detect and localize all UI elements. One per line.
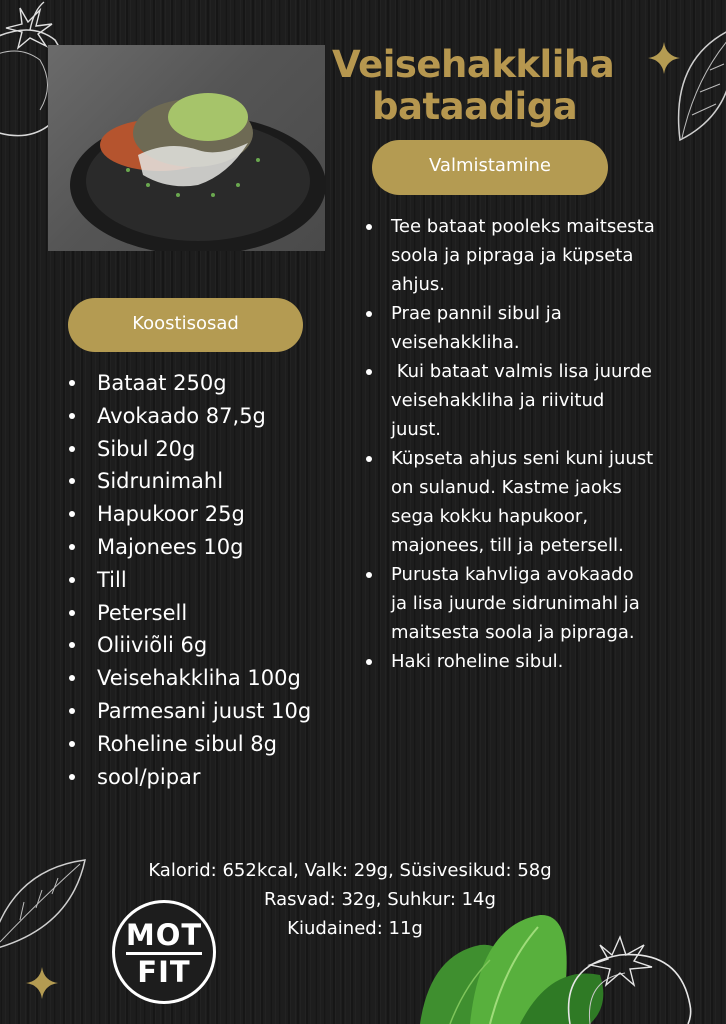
- ingredient-item: Parmesani juust 10g: [68, 695, 358, 728]
- ingredient-item: Oliiviõli 6g: [68, 629, 358, 662]
- ingredient-item: Roheline sibul 8g: [68, 728, 358, 761]
- preparation-step: Tee bataat pooleks maitsesta soola ja pipraga ja küpseta ahjus.: [365, 212, 655, 299]
- ingredients-heading: Koostisosad: [68, 298, 303, 352]
- ingredient-item: Majonees 10g: [68, 531, 358, 564]
- ingredient-item: Till: [68, 564, 358, 597]
- preparation-step: Kui bataat valmis lisa juurde veisehakkliha ja riivitud juust.: [365, 357, 655, 444]
- logo-text-bottom: FIT: [137, 955, 191, 989]
- ingredient-item: Sibul 20g: [68, 433, 358, 466]
- ingredient-item: sool/pipar: [68, 761, 358, 794]
- motfit-logo: [112, 900, 216, 1004]
- ingredient-item: Bataat 250g: [68, 367, 358, 400]
- preparation-step: Purusta kahvliga avokaado ja lisa juurde sidrunimahl ja maitsesta soola ja pipraga.: [365, 560, 655, 647]
- logo-text-top: MOT: [125, 918, 203, 952]
- preparation-step: Haki roheline sibul.: [365, 647, 655, 676]
- ingredient-item: Sidrunimahl: [68, 465, 358, 498]
- preparation-step: Prae pannil sibul ja veisehakkliha.: [365, 299, 655, 357]
- nutrition-line-3: Kiudained: 11g: [287, 918, 423, 939]
- nutrition-line-2: Rasvad: 32g, Suhkur: 14g: [264, 889, 496, 910]
- ingredients-list: [68, 367, 358, 793]
- ingredient-item: Avokaado 87,5g: [68, 400, 358, 433]
- ingredient-item: Veisehakkliha 100g: [68, 662, 358, 695]
- plated-dish-illustration: [48, 45, 325, 251]
- ingredient-item: Hapukoor 25g: [68, 498, 358, 531]
- recipe-photo: [48, 45, 325, 251]
- recipe-title: [332, 44, 662, 128]
- nutrition-line-1: Kalorid: 652kcal, Valk: 29g, Süsivesikud: 58g: [148, 860, 552, 881]
- preparation-steps-list: [365, 212, 658, 676]
- preparation-step: Küpseta ahjus seni kuni juust on sulanud. Kastme jaoks sega kokku hapukoor, majonees, till ja petersell.: [365, 444, 655, 560]
- ingredient-item: Petersell: [68, 597, 358, 630]
- sparkle-icon-bottom: [24, 965, 60, 1001]
- recipe-title-line2: bataadiga: [372, 85, 578, 128]
- preparation-heading: Valmistamine: [372, 140, 608, 195]
- recipe-title-line1: Veisehakkliha: [332, 43, 615, 86]
